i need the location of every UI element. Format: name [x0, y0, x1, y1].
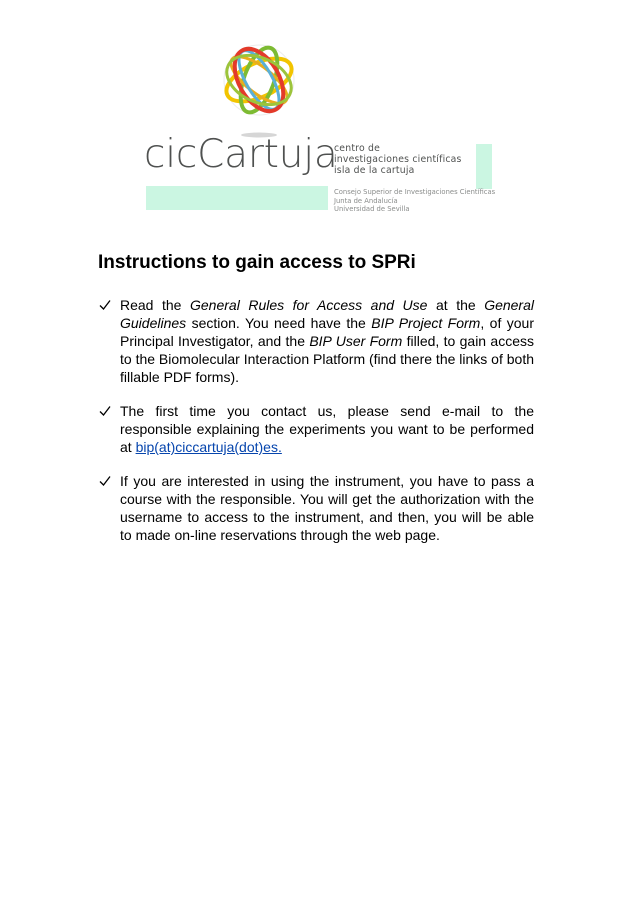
- text-run: section. You need have the: [186, 315, 372, 331]
- institution-line: Consejo Superior de Investigaciones Científicas: [334, 188, 496, 196]
- brand-subtitle: [334, 143, 462, 176]
- brand-name: cicCartuja: [144, 132, 338, 177]
- general-guidelines-reference: General Guidelines: [120, 297, 534, 331]
- checkmark-icon: [98, 404, 112, 418]
- institutions-list: [334, 188, 495, 214]
- accent-band-top: [476, 144, 492, 186]
- accent-band-bottom: [146, 186, 328, 210]
- subtitle-line: investigaciones científicas: [334, 154, 462, 165]
- globe-logo-icon: [218, 40, 300, 140]
- list-item: [98, 296, 534, 386]
- subtitle-line: centro de: [334, 143, 381, 154]
- letterhead: [0, 0, 640, 230]
- list-item: [98, 402, 534, 456]
- page-title: Instructions to gain access to SPRi: [98, 252, 416, 273]
- checkmark-icon: [98, 298, 112, 312]
- text-run: , of your Principal Investigator, and the: [120, 315, 534, 349]
- list-item-text: If you are interested in using the instrument, you have to pass a course with the responsible. You will get the authorization with the username to access to the instrument, and then, you will be able to made on-line reservations through the web page.: [120, 473, 534, 543]
- bip-project-form-reference: BIP Project Form: [371, 315, 481, 331]
- checkmark-icon: [98, 474, 112, 488]
- institution-line: Universidad de Sevilla: [334, 205, 410, 214]
- subtitle-line: isla de la cartuja: [334, 165, 415, 176]
- bip-user-form-reference: BIP User Form: [309, 333, 403, 349]
- text-run: filled, to gain access to the Biomolecular Interaction Platform (find there the links of both fillable PDF forms).: [120, 333, 534, 385]
- list-item-text: [120, 296, 534, 386]
- email-link[interactable]: bip(at)ciccartuja(dot)es.: [135, 439, 282, 455]
- institution-line: Junta de Andalucía: [334, 196, 398, 205]
- list-item-text: [120, 402, 534, 456]
- list-item: [98, 472, 534, 544]
- instructions-list: [98, 296, 534, 560]
- text-run: The first time you contact us, please send e-mail to the responsible explaining the experiments you want to be performed at: [120, 403, 534, 455]
- text-run: at the: [427, 297, 485, 313]
- text-run: Read the: [120, 297, 190, 313]
- general-rules-reference: General Rules for Access and Use: [190, 297, 428, 313]
